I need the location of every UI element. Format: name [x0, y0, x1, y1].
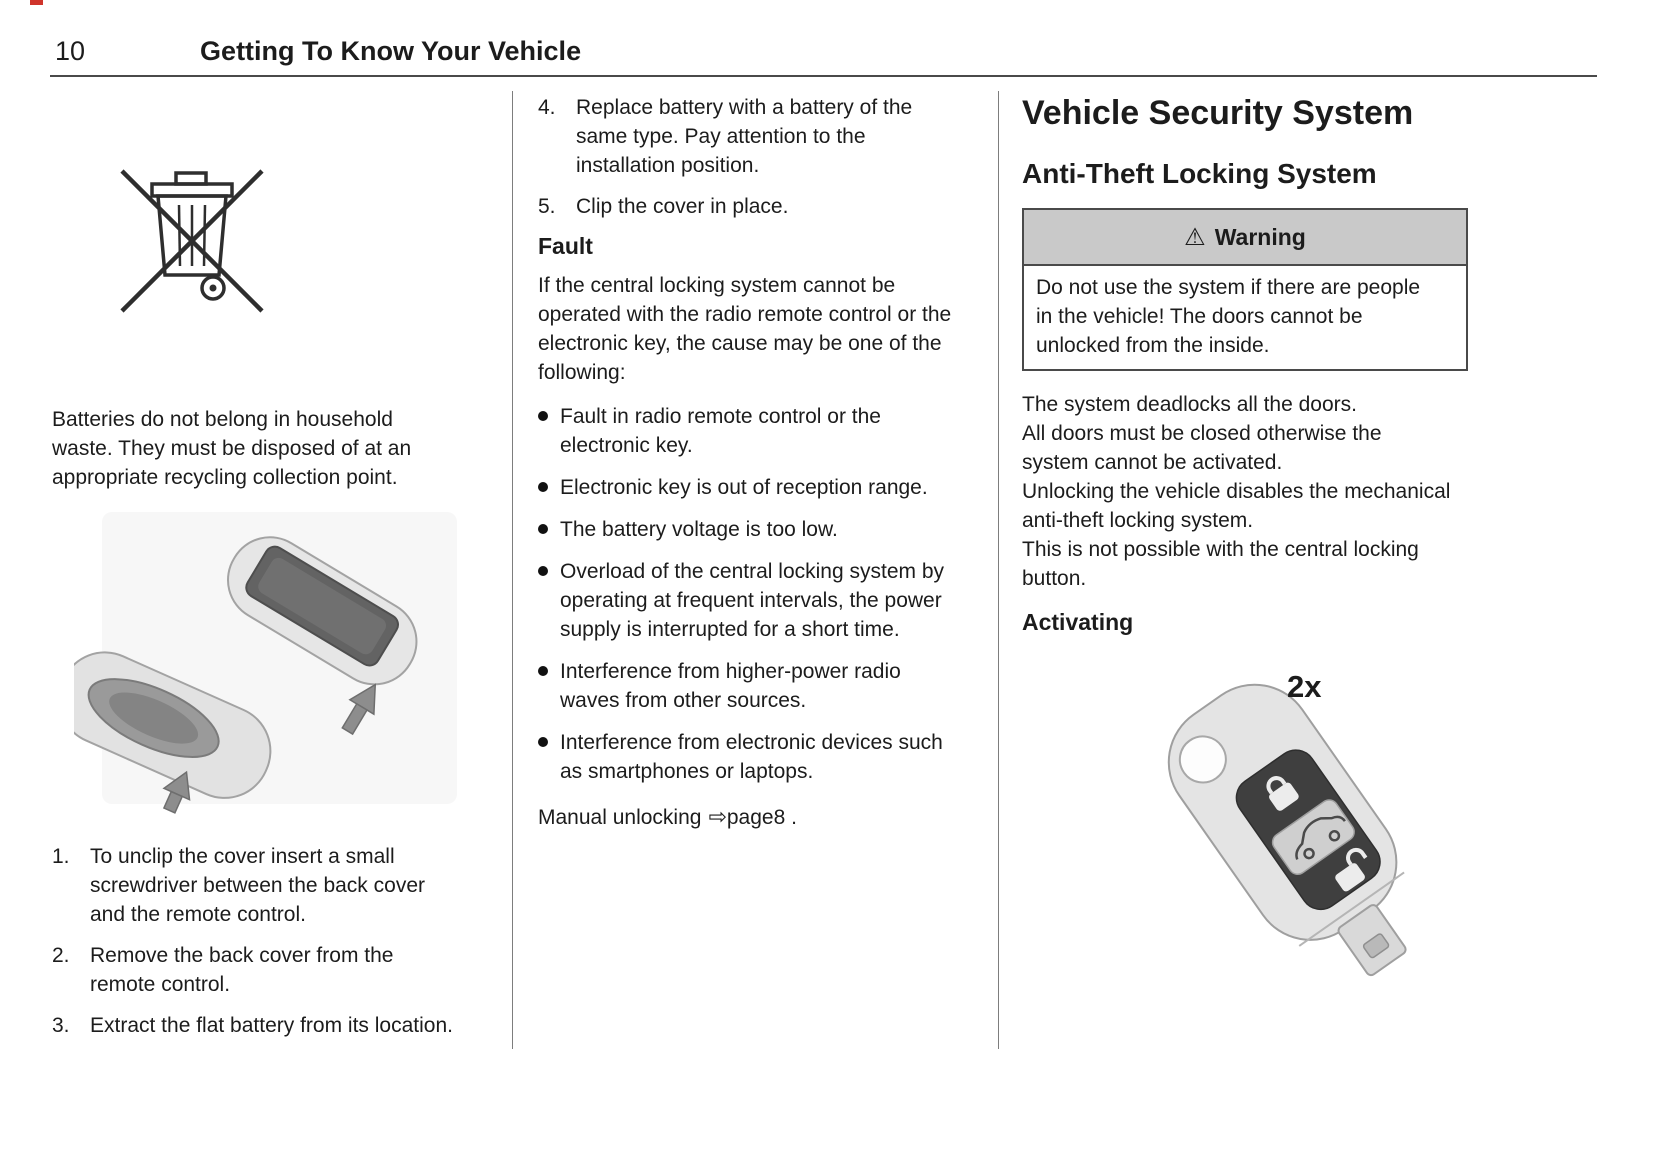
bullet-icon: [538, 737, 548, 747]
step-text: Replace battery with a battery of the same type. Pay attention to the installation position.: [576, 96, 913, 177]
warning-box-body: Do not use the system if there are people in the vehicle! The doors cannot be unlocked from the inside.: [1036, 276, 1421, 357]
column-right: [999, 91, 1653, 1052]
step-number: 2.: [52, 944, 70, 967]
flip-key-body: [1146, 662, 1450, 980]
section-title: Vehicle Security System: [1022, 94, 1414, 132]
list-item: [538, 473, 972, 502]
list-item: [538, 557, 972, 644]
cause-text: Interference from higher-power radio waves from other sources.: [560, 660, 901, 712]
bullet-icon: [538, 666, 548, 676]
list-item: [538, 93, 972, 180]
page-number: 10: [55, 36, 86, 66]
warning-triangle-icon: ⚠: [1184, 223, 1206, 251]
list-item: [52, 842, 512, 929]
battery-disposal-note: Batteries do not belong in household waste. They must be disposed of at an appropriate recycling collection point.: [52, 408, 412, 489]
step-text: Extract the flat battery from its location.: [90, 1014, 453, 1037]
step-number: 4.: [538, 96, 556, 119]
list-item: [538, 402, 972, 460]
list-item: [538, 728, 972, 786]
remote-control-image: [74, 502, 512, 824]
list-item: [538, 192, 972, 221]
step-text: Clip the cover in place.: [576, 195, 789, 218]
step-number: 3.: [52, 1014, 70, 1037]
step-number: 5.: [538, 195, 556, 218]
bullet-icon: [538, 482, 548, 492]
battery-steps-list: [52, 842, 512, 1040]
bullet-icon: [538, 411, 548, 421]
remote-control-photo-svg: [74, 502, 472, 816]
cause-text: Fault in radio remote control or the electronic key.: [560, 405, 881, 457]
subsection-title: Anti-Theft Locking System: [1022, 158, 1377, 189]
cause-text: The battery voltage is too low.: [560, 518, 838, 541]
bullet-icon: [538, 566, 548, 576]
list-item: [538, 515, 972, 544]
bullet-icon: [538, 524, 548, 534]
crossed-out-bin-icon: [110, 157, 512, 335]
header-rule: [50, 75, 1597, 77]
activating-heading: Activating: [1022, 609, 1134, 635]
page-columns: [0, 91, 1653, 1052]
fault-intro-paragraph: If the central locking system cannot be operated with the radio remote control or the electronic key, the cause may be one of the following:: [538, 274, 952, 384]
chapter-title: Getting To Know Your Vehicle: [200, 36, 582, 66]
page-header: [0, 0, 1653, 67]
cross-reference-arrow-icon: ⇨: [708, 804, 727, 829]
warning-box: [1022, 208, 1468, 371]
manual-unlocking-reference: [538, 802, 972, 832]
paragraph: This is not possible with the central locking button.: [1022, 538, 1419, 590]
cause-text: Interference from electronic devices such as smartphones or laptops.: [560, 731, 943, 783]
anti-theft-description: [1022, 390, 1653, 593]
step-text: Remove the back cover from the remote control.: [90, 944, 394, 996]
column-left: [52, 91, 512, 1052]
list-item: [538, 657, 972, 715]
battery-steps-list-continued: [538, 93, 972, 221]
paragraph: The system deadlocks all the doors.: [1022, 393, 1357, 416]
list-item: [52, 1011, 512, 1040]
step-number: 1.: [52, 845, 70, 868]
cause-text: Electronic key is out of reception range.: [560, 476, 928, 499]
column-middle: [513, 91, 998, 1052]
paragraph: All doors must be closed otherwise the system cannot be activated.: [1022, 422, 1382, 474]
warning-title: Warning: [1214, 223, 1306, 250]
list-item: [52, 941, 512, 999]
flip-key-image: [1062, 648, 1508, 988]
fault-heading: Fault: [538, 233, 593, 259]
step-text: To unclip the cover insert a small screwdriver between the back cover and the remote control.: [90, 845, 425, 926]
press-count-label: 2x: [1287, 669, 1322, 704]
warning-box-header: [1024, 210, 1466, 266]
manual-unlocking-label: Manual unlocking: [538, 806, 702, 829]
manual-unlocking-page-ref: page8 .: [726, 806, 797, 829]
fault-causes-list: [538, 402, 972, 786]
paragraph: Unlocking the vehicle disables the mechanical anti-theft locking system.: [1022, 480, 1451, 532]
red-mark: [30, 0, 43, 5]
crossed-out-bin-svg: [110, 157, 275, 327]
flip-key-svg: [1062, 648, 1502, 980]
cause-text: Overload of the central locking system by operating at frequent intervals, the power supply is interrupted for a short time.: [560, 560, 945, 641]
